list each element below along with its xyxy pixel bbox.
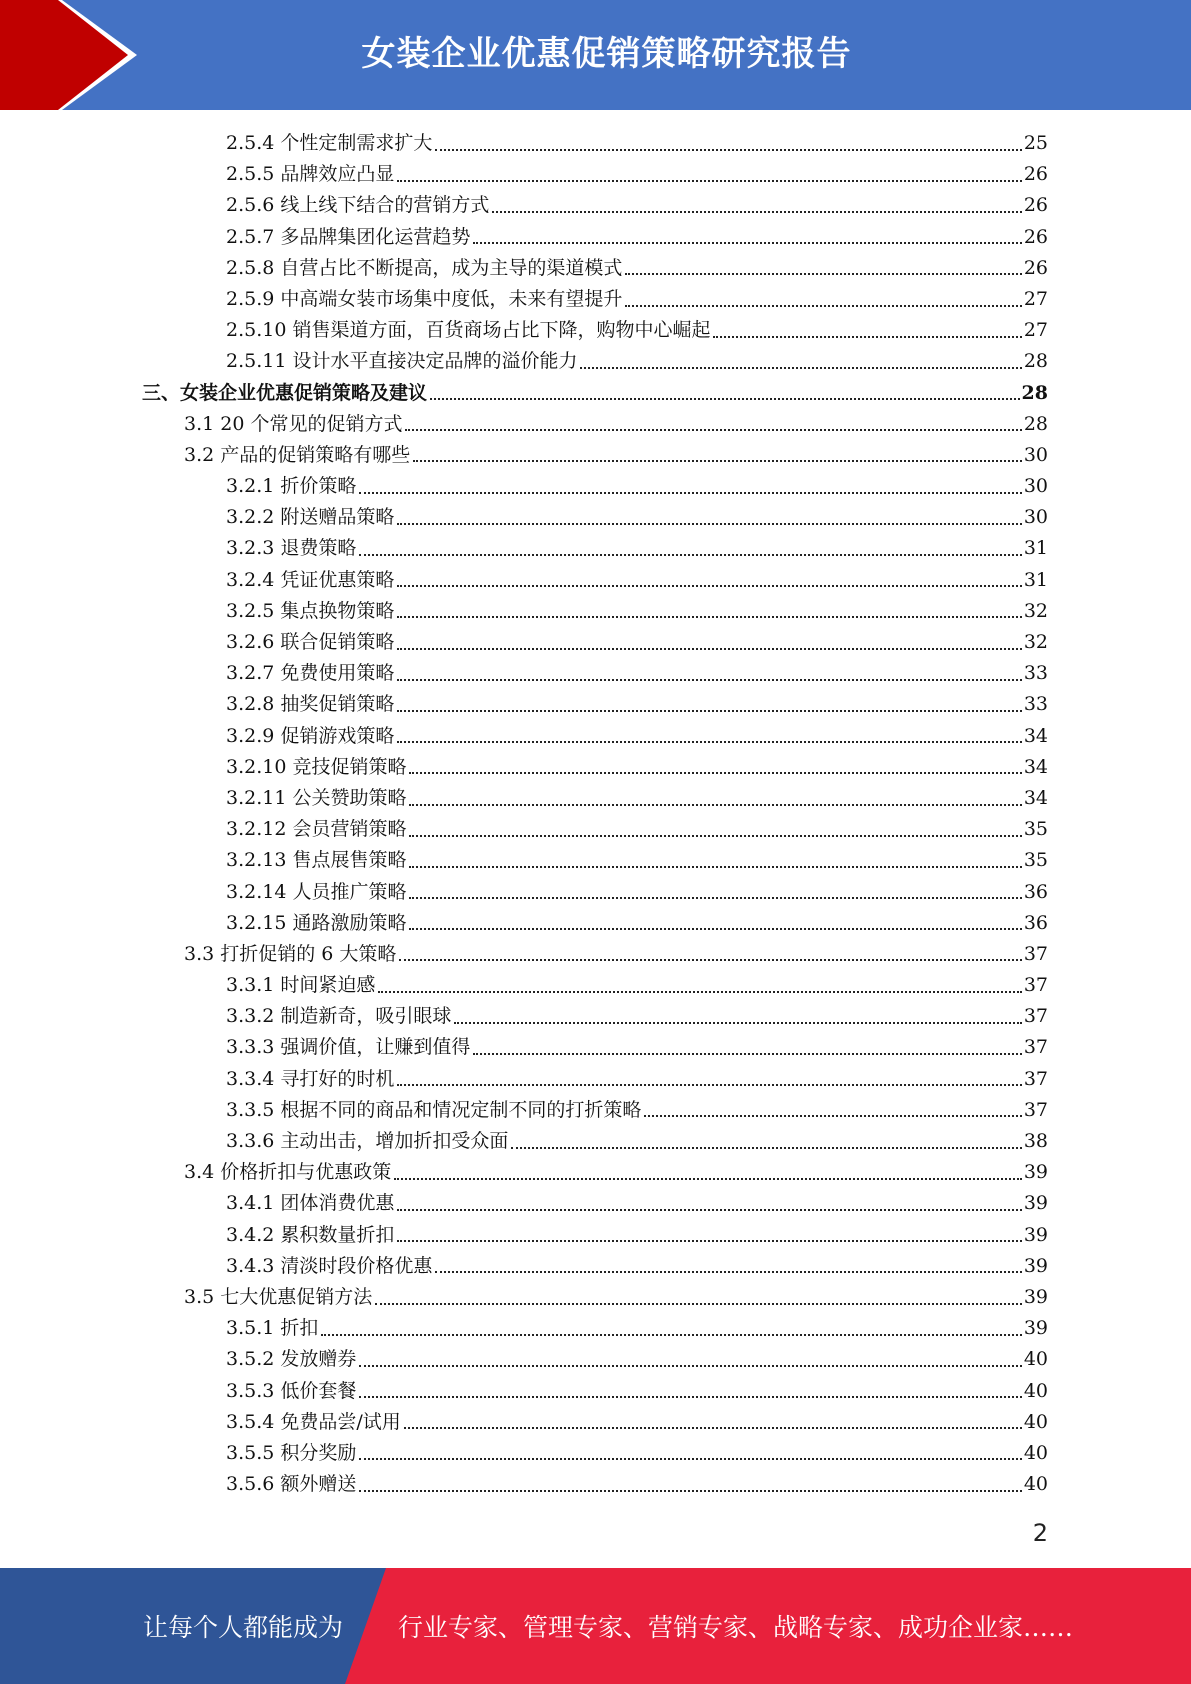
toc-entry-label: 3.4.3 清淡时段价格优惠 xyxy=(226,1254,433,1277)
toc-leader-dots xyxy=(397,1084,1021,1086)
toc-entry[interactable] xyxy=(0,409,1191,440)
toc-entry-page: 39 xyxy=(1023,1285,1048,1308)
toc-entry-label: 3.2.7 免费使用策略 xyxy=(226,662,395,685)
toc-entry-page: 31 xyxy=(1023,537,1048,560)
toc-entry[interactable] xyxy=(0,1032,1191,1063)
toc-entry-page: 40 xyxy=(1023,1473,1048,1496)
toc-leader-dots xyxy=(625,273,1021,275)
toc-entry-page: 36 xyxy=(1023,911,1048,934)
toc-entry-page: 28 xyxy=(1023,412,1048,435)
toc-leader-dots xyxy=(409,866,1021,868)
toc-entry-label: 3.5.6 额外赠送 xyxy=(226,1473,357,1496)
toc-leader-dots xyxy=(359,1396,1021,1398)
toc-entry-page: 40 xyxy=(1023,1410,1048,1433)
table-of-contents xyxy=(0,128,1191,1500)
toc-leader-dots xyxy=(359,1458,1021,1460)
toc-leader-dots xyxy=(409,928,1021,930)
toc-entry[interactable] xyxy=(0,565,1191,596)
toc-entry-page: 26 xyxy=(1023,225,1048,248)
toc-entry-label: 3.2.11 公关赞助策略 xyxy=(226,786,407,809)
toc-entry-label: 三、女装企业优惠促销策略及建议 xyxy=(142,381,428,404)
toc-leader-dots xyxy=(397,523,1021,525)
toc-leader-dots xyxy=(413,460,1022,462)
toc-entry-page: 37 xyxy=(1023,1036,1048,1059)
toc-leader-dots xyxy=(409,835,1021,837)
toc-leader-dots xyxy=(359,1490,1021,1492)
toc-leader-dots xyxy=(409,897,1021,899)
toc-entry-label: 3.5.4 免费品尝/试用 xyxy=(226,1410,401,1433)
toc-entry[interactable] xyxy=(0,596,1191,627)
toc-entry-page: 31 xyxy=(1023,568,1048,591)
toc-entry-page: 33 xyxy=(1023,693,1048,716)
toc-entry[interactable] xyxy=(0,128,1191,159)
toc-leader-dots xyxy=(378,991,1021,993)
toc-entry-page: 28 xyxy=(1021,381,1048,404)
toc-entry[interactable] xyxy=(0,1313,1191,1344)
toc-entry-label: 3.3.5 根据不同的商品和情况定制不同的打折策略 xyxy=(226,1098,642,1121)
toc-entry-label: 3.2.2 附送赠品策略 xyxy=(226,506,395,529)
toc-entry-page: 39 xyxy=(1023,1317,1048,1340)
toc-entry-page: 26 xyxy=(1023,194,1048,217)
toc-entry[interactable] xyxy=(0,1188,1191,1219)
toc-leader-dots xyxy=(359,1365,1021,1367)
toc-entry-page: 32 xyxy=(1023,599,1048,622)
toc-entry-page: 28 xyxy=(1023,350,1048,373)
toc-entry-page: 26 xyxy=(1023,163,1048,186)
toc-leader-dots xyxy=(394,1178,1022,1180)
toc-entry-label: 3.2.1 折价策略 xyxy=(226,475,357,498)
toc-entry-label: 3.4.1 团体消费优惠 xyxy=(226,1192,395,1215)
toc-entry-label: 2.5.11 设计水平直接决定品牌的溢价能力 xyxy=(226,350,578,373)
footer-slogan-right: 行业专家、管理专家、营销专家、战略专家、成功企业家…… xyxy=(398,1613,1074,1642)
toc-entry-page: 35 xyxy=(1023,818,1048,841)
toc-entry-page: 25 xyxy=(1023,132,1048,154)
toc-leader-dots xyxy=(644,1115,1021,1117)
toc-entry[interactable] xyxy=(0,1438,1191,1469)
toc-entry-label: 3.2 产品的促销策略有哪些 xyxy=(184,443,411,466)
toc-leader-dots xyxy=(409,772,1021,774)
toc-entry[interactable] xyxy=(0,253,1191,284)
toc-entry[interactable] xyxy=(0,346,1191,377)
toc-entry-page: 34 xyxy=(1023,755,1048,778)
toc-entry[interactable] xyxy=(0,1282,1191,1313)
toc-entry-label: 3.2.14 人员推广策略 xyxy=(226,880,407,903)
toc-leader-dots xyxy=(435,1271,1021,1273)
toc-entry[interactable] xyxy=(0,908,1191,939)
toc-entry-label: 2.5.6 线上线下结合的营销方式 xyxy=(226,194,490,217)
toc-entry[interactable] xyxy=(0,1095,1191,1126)
toc-entry-page: 37 xyxy=(1023,1098,1048,1121)
toc-entry[interactable] xyxy=(0,190,1191,221)
toc-entry[interactable] xyxy=(0,752,1191,783)
toc-entry-label: 3.2.10 竞技促销策略 xyxy=(226,755,407,778)
toc-entry-page: 39 xyxy=(1023,1254,1048,1277)
toc-leader-dots xyxy=(430,398,1020,400)
toc-entry-label: 2.5.8 自营占比不断提高，成为主导的渠道模式 xyxy=(226,256,623,279)
toc-entry-page: 34 xyxy=(1023,724,1048,747)
toc-leader-dots xyxy=(397,1240,1021,1242)
toc-leader-dots xyxy=(399,959,1021,961)
toc-entry[interactable] xyxy=(0,845,1191,876)
toc-entry-label: 3.3.3 强调价值，让赚到值得 xyxy=(226,1036,471,1059)
toc-entry-page: 26 xyxy=(1023,256,1048,279)
toc-leader-dots xyxy=(625,305,1021,307)
toc-entry[interactable] xyxy=(0,1220,1191,1251)
toc-entry-page: 32 xyxy=(1023,631,1048,653)
toc-entry[interactable] xyxy=(0,1407,1191,1438)
toc-entry-label: 2.5.9 中高端女装市场集中度低，未来有望提升 xyxy=(226,287,623,310)
toc-entry[interactable] xyxy=(0,658,1191,689)
toc-entry-label: 3.2.4 凭证优惠策略 xyxy=(226,568,395,591)
toc-entry-label: 3.2.13 售点展售策略 xyxy=(226,849,407,872)
toc-entry[interactable] xyxy=(0,471,1191,502)
toc-entry-label: 3.2.5 集点换物策略 xyxy=(226,599,395,622)
toc-leader-dots xyxy=(397,585,1021,587)
toc-entry[interactable] xyxy=(0,378,1191,409)
toc-entry-label: 3.3.1 时间紧迫感 xyxy=(226,974,376,997)
toc-entry-page: 39 xyxy=(1023,1192,1048,1215)
page-footer xyxy=(0,1568,1191,1684)
toc-leader-dots xyxy=(580,367,1021,369)
toc-entry-label: 3.4 价格折扣与优惠政策 xyxy=(184,1161,392,1184)
toc-leader-dots xyxy=(397,1209,1021,1211)
toc-entry-page: 27 xyxy=(1023,287,1048,310)
toc-entry[interactable] xyxy=(0,970,1191,1001)
toc-entry-page: 37 xyxy=(1023,974,1048,997)
toc-entry[interactable] xyxy=(0,1001,1191,1032)
toc-entry-page: 33 xyxy=(1023,662,1048,685)
toc-entry[interactable] xyxy=(0,1376,1191,1407)
toc-entry[interactable] xyxy=(0,284,1191,315)
toc-entry[interactable] xyxy=(0,159,1191,190)
toc-entry-label: 2.5.7 多品牌集团化运营趋势 xyxy=(226,225,471,248)
toc-entry-page: 27 xyxy=(1023,319,1048,342)
toc-entry-label: 3.5 七大优惠促销方法 xyxy=(184,1285,373,1308)
toc-entry[interactable] xyxy=(0,814,1191,845)
toc-entry-label: 3.5.3 低价套餐 xyxy=(226,1379,357,1402)
toc-entry[interactable] xyxy=(0,1469,1191,1500)
toc-entry-label: 3.2.6 联合促销策略 xyxy=(226,631,395,653)
toc-entry-label: 2.5.10 销售渠道方面，百货商场占比下降，购物中心崛起 xyxy=(226,319,711,342)
toc-entry[interactable] xyxy=(0,721,1191,752)
toc-leader-dots xyxy=(375,1303,1022,1305)
toc-entry-page: 37 xyxy=(1023,1067,1048,1090)
page-number: 2 xyxy=(1032,1519,1048,1547)
toc-entry-page: 30 xyxy=(1023,475,1048,498)
toc-entry-label: 3.2.9 促销游戏策略 xyxy=(226,724,395,747)
toc-entry[interactable] xyxy=(0,1157,1191,1188)
toc-entry-label: 3.2.3 退费策略 xyxy=(226,537,357,560)
toc-entry-label: 3.2.15 通路激励策略 xyxy=(226,911,407,934)
toc-leader-dots xyxy=(359,492,1021,494)
toc-entry-page: 37 xyxy=(1023,1005,1048,1028)
toc-leader-dots xyxy=(397,710,1021,712)
toc-leader-dots xyxy=(359,554,1021,556)
toc-entry[interactable] xyxy=(0,1126,1191,1157)
toc-entry-page: 38 xyxy=(1023,1130,1048,1152)
toc-entry[interactable] xyxy=(0,939,1191,970)
toc-entry-page: 30 xyxy=(1023,443,1048,466)
toc-leader-dots xyxy=(397,679,1021,681)
toc-entry[interactable] xyxy=(0,689,1191,720)
toc-leader-dots xyxy=(397,741,1021,743)
toc-leader-dots xyxy=(473,242,1021,244)
toc-entry-label: 3.3.2 制造新奇，吸引眼球 xyxy=(226,1005,452,1028)
toc-entry-page: 39 xyxy=(1023,1223,1048,1246)
toc-leader-dots xyxy=(397,616,1021,618)
report-title: 女装企业优惠促销策略研究报告 xyxy=(361,34,852,74)
toc-leader-dots xyxy=(492,211,1021,213)
toc-entry[interactable] xyxy=(0,783,1191,814)
toc-entry-label: 3.5.5 积分奖励 xyxy=(226,1441,357,1464)
page-header xyxy=(0,0,1191,110)
toc-leader-dots xyxy=(511,1147,1021,1149)
toc-leader-dots xyxy=(435,149,1021,151)
toc-entry[interactable] xyxy=(0,1251,1191,1282)
toc-entry[interactable] xyxy=(0,533,1191,564)
toc-entry-label: 3.3.4 寻打好的时机 xyxy=(226,1067,395,1090)
toc-entry-label: 3.2.12 会员营销策略 xyxy=(226,818,407,841)
toc-entry-label: 2.5.5 品牌效应凸显 xyxy=(226,163,395,186)
toc-entry[interactable] xyxy=(0,877,1191,908)
toc-leader-dots xyxy=(321,1334,1021,1336)
toc-entry[interactable] xyxy=(0,502,1191,533)
toc-entry-label: 3.5.1 折扣 xyxy=(226,1317,319,1340)
toc-entry-page: 34 xyxy=(1023,786,1048,809)
toc-entry[interactable] xyxy=(0,627,1191,658)
toc-entry-page: 40 xyxy=(1023,1348,1048,1371)
toc-entry-page: 40 xyxy=(1023,1379,1048,1402)
toc-entry-page: 40 xyxy=(1023,1441,1048,1464)
toc-entry[interactable] xyxy=(0,315,1191,346)
toc-leader-dots xyxy=(409,804,1021,806)
toc-entry-page: 30 xyxy=(1023,506,1048,529)
toc-leader-dots xyxy=(397,180,1021,182)
toc-leader-dots xyxy=(404,1427,1022,1429)
toc-entry[interactable] xyxy=(0,440,1191,471)
toc-entry-label: 3.3 打折促销的 6 大策略 xyxy=(184,942,397,965)
toc-entry-label: 3.3.6 主动出击，增加折扣受众面 xyxy=(226,1130,509,1152)
toc-leader-dots xyxy=(473,1053,1021,1055)
toc-entry-label: 3.1 20 个常见的促销方式 xyxy=(184,412,403,435)
toc-leader-dots xyxy=(397,648,1021,650)
toc-entry-page: 36 xyxy=(1023,880,1048,903)
toc-entry-label: 3.2.8 抽奖促销策略 xyxy=(226,693,395,716)
toc-entry-page: 37 xyxy=(1023,942,1048,965)
toc-entry-label: 3.5.2 发放赠券 xyxy=(226,1348,357,1371)
toc-entry-page: 39 xyxy=(1023,1161,1048,1184)
toc-entry[interactable] xyxy=(0,222,1191,253)
toc-entry[interactable] xyxy=(0,1064,1191,1095)
toc-entry[interactable] xyxy=(0,1344,1191,1375)
footer-slogan-left: 让每个人都能成为 xyxy=(143,1613,344,1642)
toc-entry-label: 2.5.4 个性定制需求扩大 xyxy=(226,132,433,154)
toc-leader-dots xyxy=(405,429,1021,431)
toc-entry-label: 3.4.2 累积数量折扣 xyxy=(226,1223,395,1246)
toc-entry-page: 35 xyxy=(1023,849,1048,872)
toc-leader-dots xyxy=(713,336,1021,338)
toc-leader-dots xyxy=(454,1022,1021,1024)
